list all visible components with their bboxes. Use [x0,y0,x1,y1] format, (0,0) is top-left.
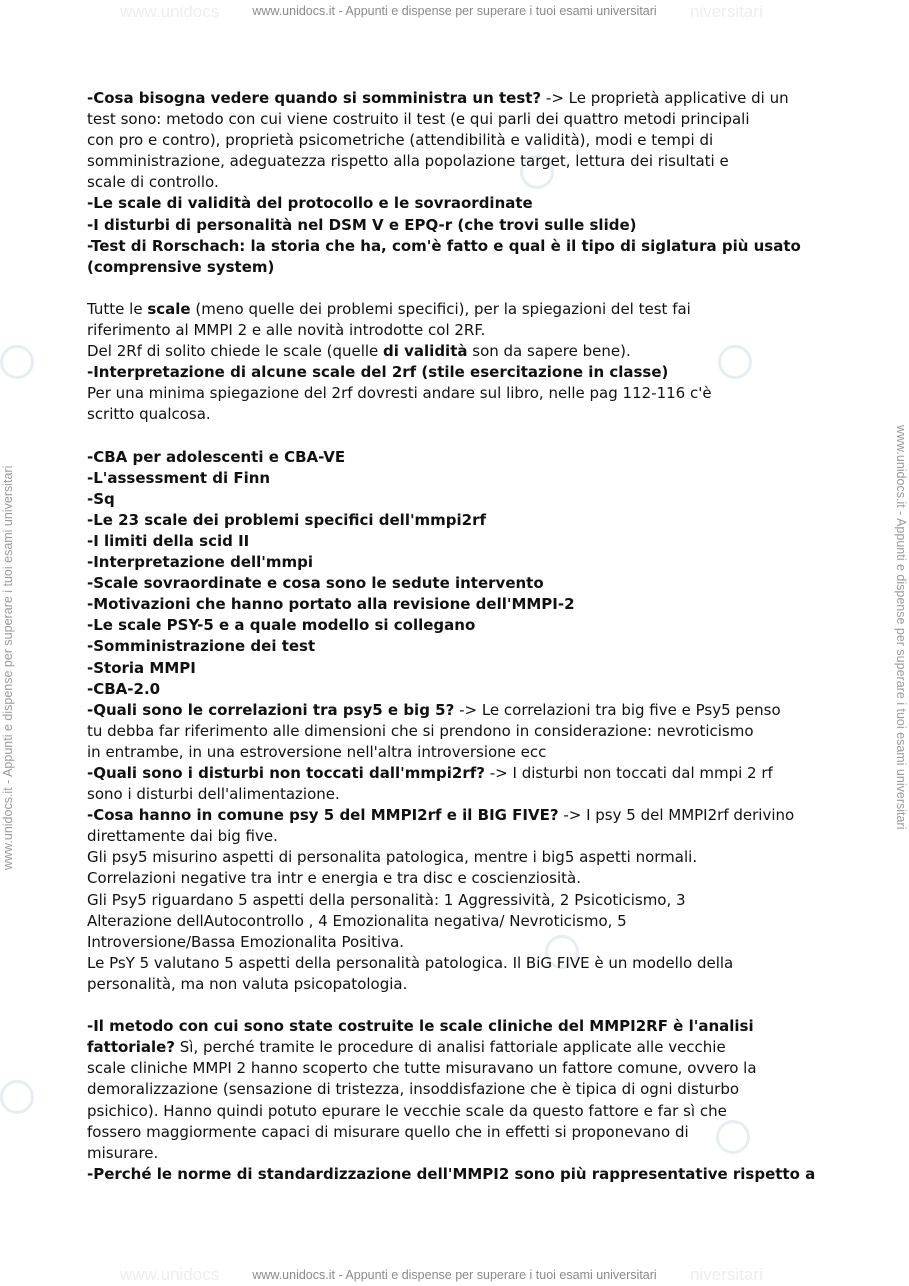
text-line [87,763,827,784]
text-segment: tu debba far riferimento alle dimensioni che si prendono in considerazione: nevroticismo [87,721,754,740]
bold-text: -Sq [87,489,115,508]
text-segment: scritto qualcosa. [87,405,211,424]
bold-text: -I limiti della scid II [87,531,250,550]
text-segment: -> Le proprietà applicative di un [541,89,789,107]
text-line [87,257,827,278]
text-line [87,468,827,489]
text-segment: son da sapere bene). [467,342,631,361]
bold-text: -Il metodo con cui sono state costruite le scale cliniche del MMPI2RF è l'analisi [87,1017,754,1036]
text-line [87,320,827,341]
text-segment: Correlazioni negative tra intr e energia e tra disc e coscienziosità. [87,869,581,888]
text-line [87,868,827,889]
bold-text: -Perché le norme di standardizzazione dell'MMPI2 sono più rappresentative rispetto a [87,1164,816,1183]
text-line [87,974,827,995]
bold-text: di validità [383,342,468,361]
text-line [87,805,827,826]
text-line [87,995,827,1016]
text-segment: Tutte le [87,299,148,318]
bold-text: -Interpretazione di alcune scale del 2rf (stile esercitazione in classe) [87,363,669,382]
text-line [87,215,827,236]
text-line [87,1143,827,1164]
text-line [87,88,827,109]
text-segment: -> Le correlazioni tra big five e Psy5 penso [454,700,781,719]
text-segment: misurare. [87,1143,159,1162]
text-line [87,552,827,573]
bold-text: -Quali sono le correlazioni tra psy5 e big 5? [87,700,455,719]
bold-text: -L'assessment di Finn [87,468,271,487]
watermark-left-vertical: www.unidocs.it - Appunti e dispense per superare i tuoi esami universitari [1,465,15,870]
text-segment: con pro e contro), proprietà psicometriche (attendibilità e validità), modi e tempi di [87,131,714,150]
text-segment: in entrambe, in una estroversione nell'altra introversione ecc [87,742,547,761]
watermark-footer: www.unidocs.it - Appunti e dispense per superare i tuoi esami universitari [252,1268,657,1282]
bold-text: -Motivazioni che hanno portato alla revisione dell'MMPI-2 [87,595,575,614]
text-segment: Alterazione dellAutocontrollo , 4 Emozionalita negativa/ Nevroticismo, 5 [87,911,627,930]
text-segment: direttamente dai big five. [87,827,278,846]
text-line [87,299,827,320]
bold-text: fattoriale? [87,1038,175,1057]
text-segment: Introversione/Bassa Emozionalita Positiva. [87,932,405,951]
text-line [87,658,827,679]
text-line [87,679,827,700]
bold-text: -Le scale PSY-5 e a quale modello si collegano [87,616,476,635]
text-line [87,700,827,721]
text-line [87,404,827,425]
bold-text: scale [147,299,191,318]
bold-text: -Quali sono i disturbi non toccati dall'mmpi2rf? [87,764,485,782]
unidocs-logo-icon [0,1080,34,1114]
text-line [87,615,827,636]
text-line [87,1016,827,1037]
text-line [87,1101,827,1122]
text-segment: scale cliniche MMPI 2 hanno scoperto che tutte misuravano un fattore comune, ovvero la [87,1059,757,1078]
text-line [87,383,827,404]
text-line [87,172,827,193]
text-segment: fossero maggiormente capaci di misurare quello che in effetti si proponevano di [87,1122,689,1141]
text-line [87,151,827,172]
watermark-header: www.unidocs.it - Appunti e dispense per superare i tuoi esami universitari [252,4,657,18]
text-line [87,193,827,214]
bold-text: (comprensive system) [87,257,275,276]
watermark-ghost-bottom: www.unidocs [120,1265,220,1284]
text-line [87,784,827,805]
bold-text: -I disturbi di personalità nel DSM V e EPQ-r (che trovi sulle slide) [87,215,637,234]
text-line [87,278,827,299]
text-segment: riferimento al MMPI 2 e alle novità introdotte col 2RF. [87,321,486,340]
text-segment: psichico). Hanno quindi potuto epurare le vecchie scale da questo fattore e far sì che [87,1101,727,1120]
text-line [87,510,827,531]
bold-text: -Test di Rorschach: la storia che ha, com'è fatto e qual è il tipo di siglatura più usato [87,236,801,255]
watermark-ghost-top: www.unidocs [120,2,220,21]
text-segment: Per una minima spiegazione del 2rf dovresti andare sul libro, nelle pag 112-116 c'è [87,384,712,403]
text-segment: Del 2Rf di solito chiede le scale (quelle [87,342,384,361]
text-line [87,911,827,932]
watermark-ghost-bottom-right: niversitari [690,1265,763,1284]
text-line [87,636,827,657]
watermark-ghost-top-right: niversitari [690,2,763,21]
text-line [87,447,827,468]
bold-text: -Interpretazione dell'mmpi [87,553,314,572]
bold-text: -Cosa bisogna vedere quando si somministra un test? [87,89,542,107]
text-segment: -> I disturbi non toccati dal mmpi 2 rf [484,764,773,782]
text-line [87,1164,827,1185]
text-segment: Gli psy5 misurino aspetti di personalita patologica, mentre i big5 aspetti normali. [87,848,698,867]
text-line [87,130,827,151]
text-line [87,1122,827,1143]
bold-text: -Somministrazione dei test [87,637,316,656]
text-line [87,953,827,974]
text-line [87,1058,827,1079]
text-line [87,236,827,257]
text-line [87,489,827,510]
watermark-right-vertical: www.unidocs.it - Appunti e dispense per superare i tuoi esami universitari [894,425,908,830]
text-line [87,932,827,953]
bold-text: -CBA-2.0 [87,679,161,698]
text-line [87,890,827,911]
text-segment: sono i disturbi dell'alimentazione. [87,785,340,804]
text-segment: demoralizzazione (sensazione di tristezza, insoddisfazione che è tipica di ogni disturbo [87,1080,740,1099]
bold-text: -Cosa hanno in comune psy 5 del MMPI2rf e il BIG FIVE? [87,806,559,825]
text-line [87,1079,827,1100]
text-line [87,426,827,447]
text-segment: (meno quelle dei problemi specifici), per la spiegazioni del test fai [190,299,691,318]
text-segment: Le PsY 5 valutano 5 aspetti della personalità patologica. Il BiG FIVE è un modello della [87,953,734,972]
text-segment: Sì, perché tramite le procedure di analisi fattoriale applicate alle vecchie [174,1038,726,1057]
bold-text: -Le scale di validità del protocollo e le sovraordinate [87,194,533,213]
text-line [87,826,827,847]
text-segment: Gli Psy5 riguardano 5 aspetti della personalità: 1 Aggressività, 2 Psicoticismo, 3 [87,890,686,909]
unidocs-logo-icon [0,345,34,379]
text-line [87,594,827,615]
text-segment: somministrazione, adeguatezza rispetto alla popolazione target, lettura dei risultati e [87,152,729,171]
text-line [87,721,827,742]
bold-text: -Le 23 scale dei problemi specifici dell'mmpi2rf [87,510,487,529]
text-line [87,742,827,763]
text-segment: scale di controllo. [87,173,219,192]
bold-text: -Scale sovraordinate e cosa sono le sedute intervento [87,574,544,593]
text-line [87,341,827,362]
text-segment: personalità, ma non valuta psicopatologia. [87,974,408,993]
text-line [87,362,827,383]
text-line [87,847,827,868]
document-body [87,88,827,1185]
bold-text: -CBA per adolescenti e CBA-VE [87,447,346,466]
text-line [87,573,827,594]
text-segment: -> I psy 5 del MMPI2rf derivino [558,806,795,825]
text-line [87,109,827,130]
text-line [87,1037,827,1058]
text-segment: test sono: metodo con cui viene costruito il test (e qui parli dei quattro metodi principali [87,110,750,129]
bold-text: -Storia MMPI [87,658,196,677]
text-line [87,531,827,552]
